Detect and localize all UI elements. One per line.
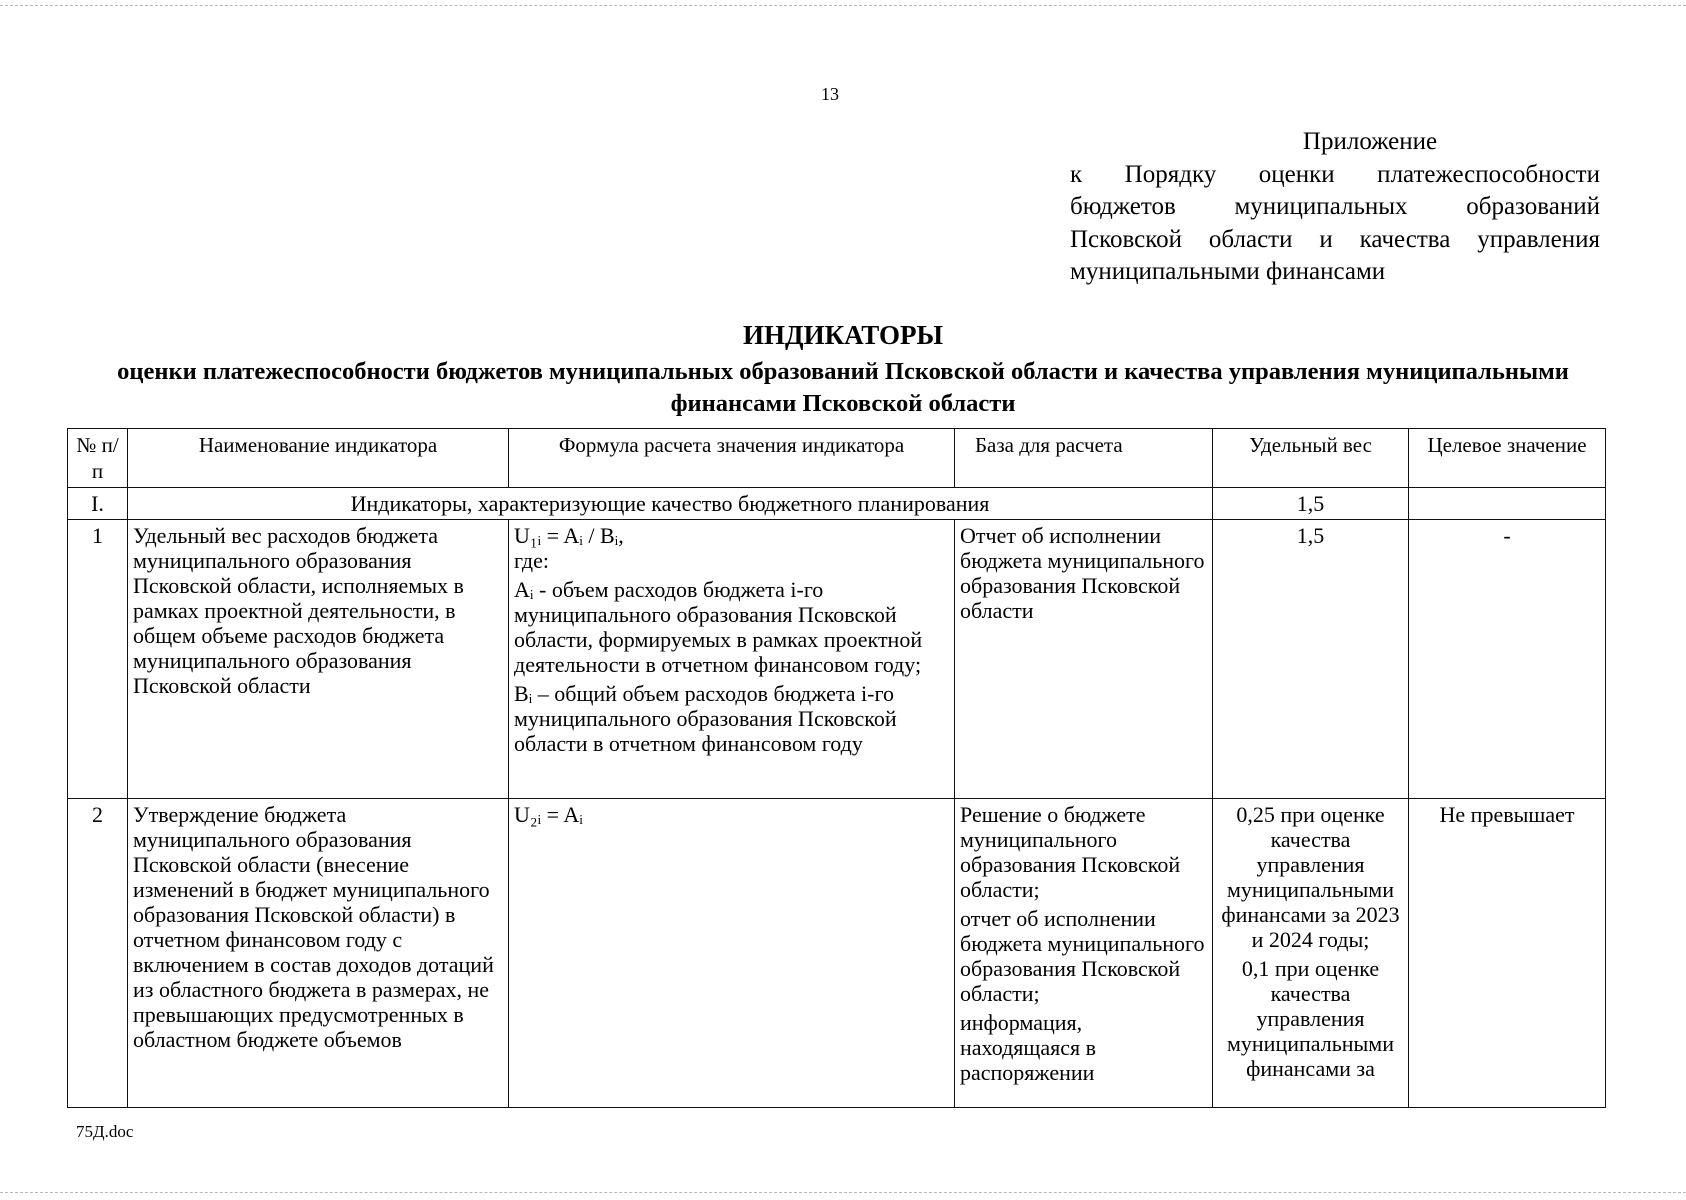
formula-where: где:	[514, 548, 549, 573]
weight-item: 0,25 при оценке качества управления муниципальными финансами за 2023 и 2024 годы;	[1221, 802, 1400, 952]
section-weight: 1,5	[1213, 488, 1409, 520]
section-num: I.	[68, 488, 128, 520]
section-title: Индикаторы, характеризующие качество бюджетного планирования	[128, 488, 1213, 520]
header-target: Целевое значение	[1409, 429, 1606, 488]
base-item: информация, находящаяся в распоряжении	[960, 1010, 1096, 1085]
base-item: отчет об исполнении бюджета муниципального образования Псковской области;	[960, 906, 1205, 1006]
scan-edge-top	[0, 5, 1686, 6]
header-weight: Удельный вес	[1213, 429, 1409, 488]
indicators-table	[67, 428, 1606, 1108]
row-num: 1	[68, 520, 128, 799]
weight-item: 0,1 при оценке качества управления муниципальными финансами за	[1226, 956, 1394, 1081]
formula-variable-b: Bᵢ – общий объем расходов бюджета i-го муниципального образования Псковской области в отчетном финансовом году	[514, 681, 897, 756]
formula-variable-a: Aᵢ - объем расходов бюджета i-го муниципального образования Псковской области, формируемых в рамках проектной деятельности в отчетном финансовом году;	[514, 577, 923, 677]
row-weight	[1213, 799, 1409, 1108]
row-base	[955, 799, 1213, 1108]
row-target: -	[1409, 520, 1606, 799]
row-formula	[509, 799, 955, 1108]
formula-main: U₂ᵢ = Aᵢ	[514, 802, 583, 827]
footer-filename: 75Д.doc	[76, 1122, 134, 1141]
header-name: Наименование индикатора	[128, 429, 509, 488]
document-title: ИНДИКАТОРЫ	[743, 320, 943, 350]
row-num: 2	[68, 799, 128, 1108]
row-name: Удельный вес расходов бюджета муниципального образования Псковской области, исполняемых в рамках проектной деятельности, в общем объеме расходов бюджета муниципального образования Псковской области	[128, 520, 509, 799]
base-item: Решение о бюджете муниципального образования Псковской области;	[960, 802, 1181, 902]
appendix-block	[1070, 126, 1600, 289]
formula-main: U₁ᵢ = Aᵢ / Bᵢ,	[514, 523, 624, 548]
appendix-title: Приложение	[1302, 128, 1438, 155]
header-base: База для расчета	[955, 429, 1213, 488]
table-row	[68, 520, 1606, 799]
header-num: № п/п	[68, 429, 128, 488]
row-formula	[509, 520, 955, 799]
row-base: Отчет об исполнении бюджета муниципального образования Псковской области	[955, 520, 1213, 799]
document-subtitle: оценки платежеспособности бюджетов муниципальных образований Псковской области и качества управления муниципальными финансами Псковской области	[117, 358, 1569, 417]
section-target	[1409, 488, 1606, 520]
table-row	[68, 799, 1606, 1108]
row-weight: 1,5	[1213, 520, 1409, 799]
section-row	[68, 488, 1606, 520]
page-number: 13	[821, 84, 839, 104]
header-formula: Формула расчета значения индикатора	[509, 429, 955, 488]
row-target: Не превышает	[1409, 799, 1606, 1108]
table-header-row	[68, 429, 1606, 488]
scan-edge-bottom	[0, 1192, 1686, 1193]
row-name: Утверждение бюджета муниципального образования Псковской области (внесение изменений в бюджет муниципального образования Псковской области) в отчетном финансовом году с включением в состав доходов дотаций из областного бюджета в размерах, не превышающих предусмотренных в областном бюджете объемов	[128, 799, 509, 1108]
appendix-text: к Порядку оценки платежеспособности бюджетов муниципальных образований Псковской области и качества управления муниципальными финансами	[1070, 160, 1600, 285]
